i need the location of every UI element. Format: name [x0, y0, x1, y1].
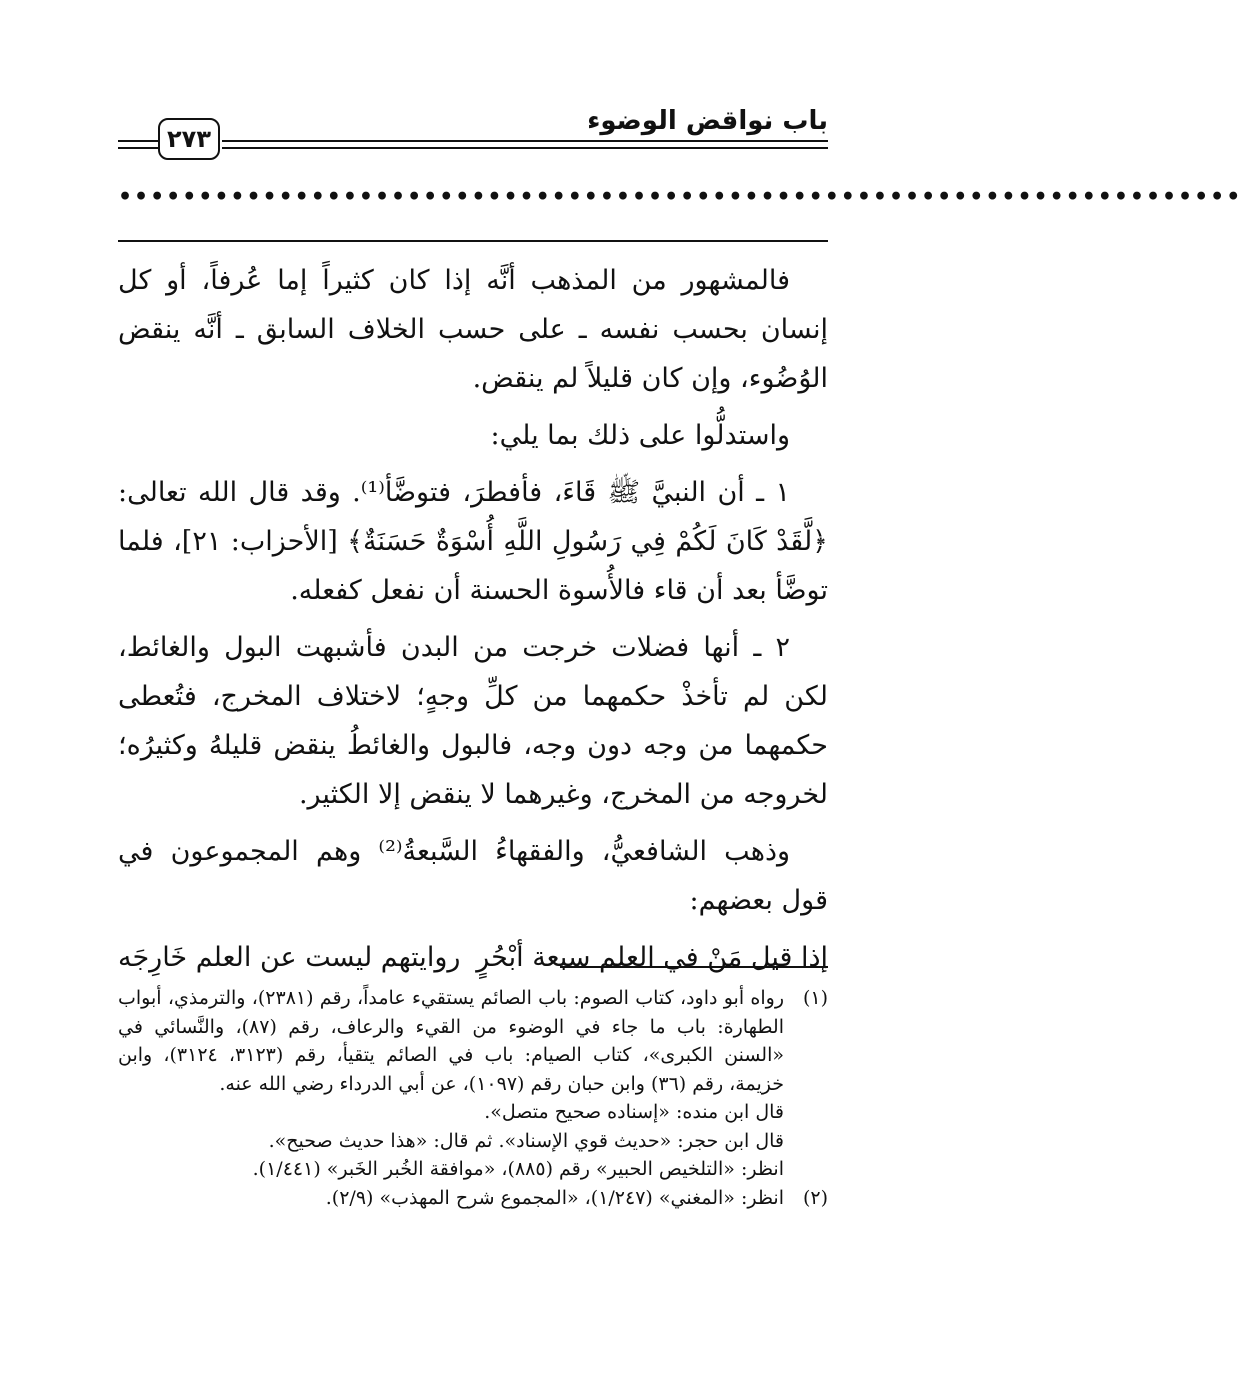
verse-second-hemistich: روايتهم ليست عن العلم خَارِجَه	[118, 942, 461, 973]
footnote-body	[118, 1184, 784, 1213]
paragraph: وذهب الشافعيُّ، والفقهاءُ السَّبعةُ⁽²⁾ وهم المجموعون في قول بعضهم:	[118, 836, 828, 916]
verse-first-hemistich: إذا قيل مَنْ في العلم سبعة أبْحُرٍ	[476, 942, 828, 973]
footnote-line: قال ابن منده: «إسناده صحيح متصل».	[484, 1101, 784, 1123]
dotted-separator: ••••••••••••••••••••••••••••••••••••••••••••••••••••••••••••••••••••••	[118, 184, 1242, 210]
poem-verse	[118, 933, 828, 982]
footnote-rule	[560, 966, 828, 968]
header-rule-left	[118, 140, 158, 149]
footnote	[118, 984, 828, 1184]
footnote-line: انظر: «التلخيص الحبير» رقم (٨٨٥)، «موافقة الخُبر الخَبر» (١/٤٤١).	[252, 1158, 784, 1180]
page-number: ٢٧٣	[158, 118, 220, 160]
paragraph: واستدلُّوا على ذلك بما يلي:	[490, 420, 790, 451]
footnote-line: قال ابن حجر: «حديث قوي الإسناد». ثم قال: «هذا حديث صحيح».	[268, 1129, 784, 1152]
footnote-body	[118, 984, 784, 1184]
body-top-rule	[118, 240, 828, 242]
paragraph: ٢ ـ أنها فضلات خرجت من البدن فأشبهت البول والغائط، لكن لم تأخذْ حكمهما من كلِّ وجهٍ؛ لاختلاف المخرج، فتُعطى حكمهما من وجه دون وجه، فالبول والغائطُ ينقض قليلهُ وكثيرُه؛ لخروجه من المخرج، وغيرهما لا ينقض إلا الكثير.	[118, 632, 828, 810]
paragraph: فالمشهور من المذهب أنَّه إذا كان كثيراً إما عُرفاً، أو كل إنسان بحسب نفسه ـ على حسب الخلاف السابق ـ أنَّه ينقض الوُضُوء، وإن كان قليلاً لم ينقض.	[118, 265, 828, 394]
footnote-number: (٢)	[802, 1186, 828, 1209]
paragraph: ١ ـ أن النبيَّ ﷺ قَاءَ، فأفطرَ، فتوضَّأ⁽¹⁾. وقد قال الله تعالى: ﴿لَّقَدْ كَانَ لَكُمْ فِي رَسُولِ اللَّهِ أُسْوَةٌ حَسَنَةٌ﴾ [الأحزاب: ٢١]، فلما توضَّأ بعد أن قاء فالأُسوة الحسنة أن نفعل كفعله.	[118, 477, 828, 606]
header-rule	[222, 140, 828, 149]
footnote-line: رواه أبو داود، كتاب الصوم: باب الصائم يستقيء عامداً، رقم (٢٣٨١)، والترمذي، أبواب الطهارة: باب ما جاء في الوضوء من القيء والرعاف، رقم (٨٧)، والنَّسائي في «السنن الكبرى»، كتاب الصيام: باب في الصائم يتقيأ، رقم (٣١٢٣، ٣١٢٤)، وابن خزيمة، رقم (٣٦) وابن حبان رقم (١٠٩٧)، عن أبي الدرداء رضي الله عنه.	[118, 987, 785, 1095]
chapter-title: باب نواقض الوضوء	[587, 106, 828, 136]
footnotes	[118, 984, 828, 1212]
main-text	[118, 256, 828, 982]
footnote	[118, 1184, 828, 1213]
footnote-line: انظر: «المغني» (١/٢٤٧)، «المجموع شرح المهذب» (٢/٩).	[325, 1186, 784, 1209]
footnote-number: (١)	[802, 987, 828, 1009]
